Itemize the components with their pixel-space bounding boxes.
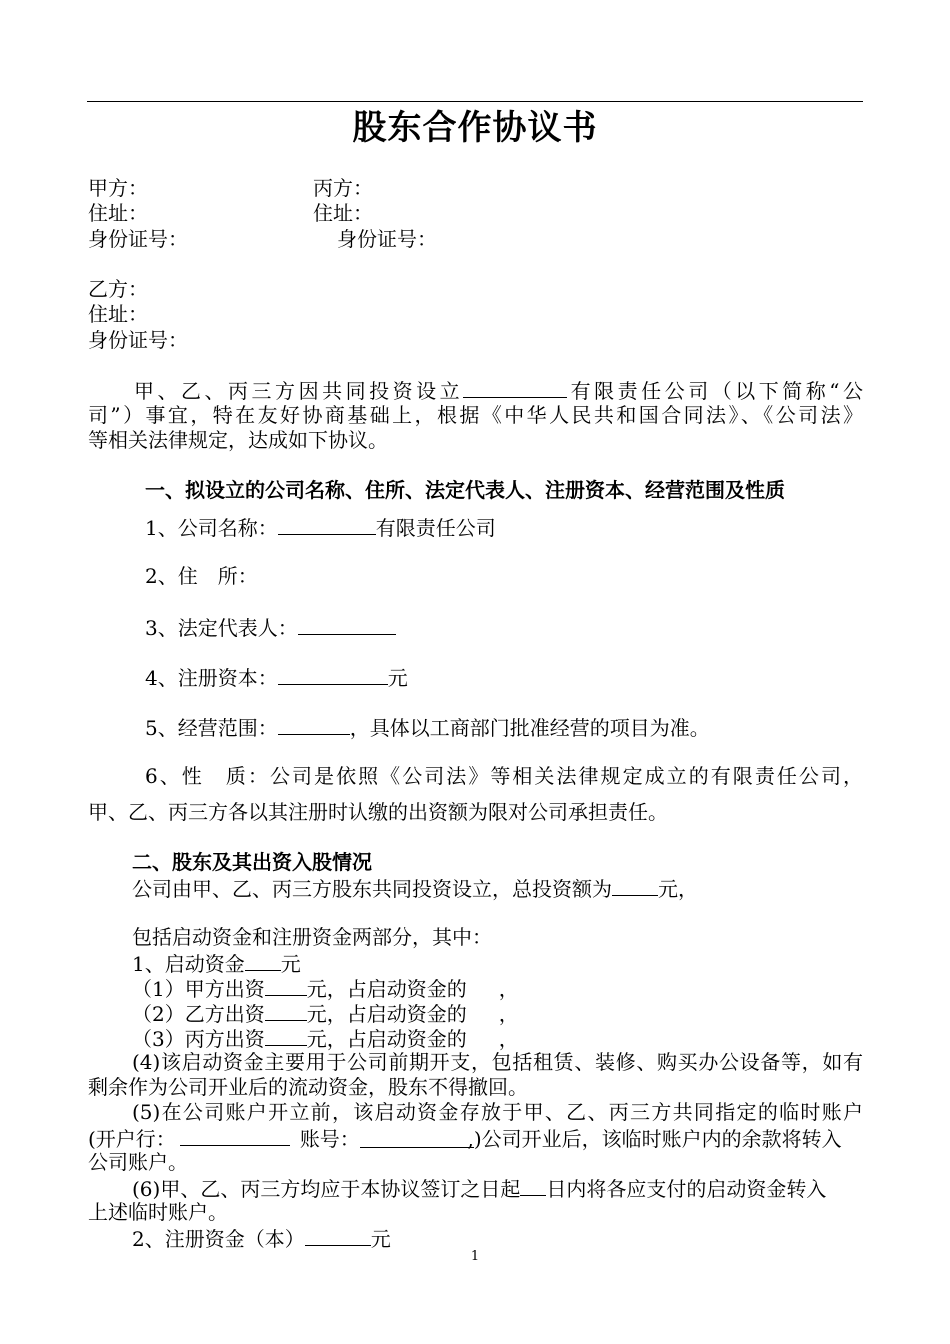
- section-2-p5-line-1: (5)在公司账户开立前，该启动资金存放于甲、乙、丙三方共同指定的临时账户: [132, 1100, 863, 1124]
- party-yi-address-label: 住址：: [88, 302, 148, 326]
- party-yi-id-label: 身份证号：: [88, 328, 188, 352]
- party-jia-label: 甲方：: [88, 176, 148, 200]
- section-1-item-2: 2、住 所：: [145, 564, 258, 588]
- item-1-suffix: 有限责任公司: [375, 516, 496, 540]
- company-name-field: [278, 514, 376, 535]
- start-capital-line: [132, 950, 301, 977]
- section-1-item-6-line-1: 6、性 质：公司是依照《公司法》等相关法律规定成立的有限责任公司，: [145, 764, 863, 788]
- section-2-p4-line-1: (4)该启动资金主要用于公司前期开支，包括租赁、装修、购买办公设备等，如有: [132, 1050, 863, 1074]
- party-bing-label: 丙方：: [313, 176, 373, 200]
- p1-text-a: 公司由甲、乙、丙三方股东共同投资设立，总投资额为: [132, 877, 612, 901]
- section-1-item-1: [145, 514, 496, 541]
- item-3-label: 3、法定代表人：: [145, 616, 298, 640]
- bank-field: [180, 1125, 290, 1146]
- intro-text-b: 有限责任公司（以下简称“公: [567, 379, 863, 403]
- section-2-p4-line-2: 剩余作为公司开业后的流动资金，股东不得撤回。: [88, 1075, 528, 1099]
- page-title: 股东合作协议书: [352, 108, 598, 148]
- contribution-bing-label: （3）丙方出资: [132, 1027, 265, 1051]
- bank-label: (开户行：: [88, 1127, 176, 1151]
- party-bing-id-label: 身份证号：: [337, 227, 437, 251]
- header-rule: [87, 101, 863, 102]
- item-4-suffix: 元: [387, 666, 408, 690]
- contribution-yi-field: [265, 1000, 307, 1021]
- party-yi-label: 乙方：: [88, 277, 148, 301]
- registered-capital-amount-field: [305, 1225, 371, 1246]
- item-1-label: 1、公司名称：: [145, 516, 278, 540]
- contribution-yi: [132, 1000, 519, 1027]
- party-jia-address-label: 住址：: [88, 201, 148, 225]
- item-4-label: 4、注册资本：: [145, 666, 278, 690]
- intro-line-3: 等相关法律规定，达成如下协议。: [88, 428, 388, 452]
- party-bing-address-label: 住址：: [313, 201, 373, 225]
- item-5-label: 5、经营范围：: [145, 716, 278, 740]
- p1-text-b: 元，: [658, 877, 698, 901]
- contribution-yi-label: （2）乙方出资: [132, 1002, 265, 1026]
- contribution-bing-text: 元，占启动资金的: [306, 1027, 467, 1051]
- p6-text-a: (6)甲、乙、丙三方均应于本协议签订之日起: [132, 1177, 521, 1201]
- contribution-jia-text: 元，占启动资金的: [306, 977, 467, 1001]
- section-2-p5-line-3: 公司账户。: [88, 1150, 188, 1174]
- section-2-p2: 包括启动资金和注册资金两部分，其中：: [132, 925, 492, 949]
- section-2-p6-line-2: 上述临时账户。: [88, 1200, 228, 1224]
- total-investment-field: [612, 875, 658, 896]
- registered-capital-field: [278, 664, 388, 685]
- contribution-jia-label: （1）甲方出资: [132, 977, 265, 1001]
- contribution-bing-field: [265, 1025, 307, 1046]
- section-2-p5-line-2: [88, 1125, 842, 1152]
- party-jia-id-label: 身份证号：: [88, 227, 188, 251]
- account-comma: ,: [467, 1127, 474, 1151]
- start-capital-label: 1、启动资金: [132, 952, 245, 976]
- start-capital-unit: 元: [280, 952, 301, 976]
- section-1-heading: 一、拟设立的公司名称、住所、法定代表人、注册资本、经营范围及性质: [145, 478, 785, 502]
- contribution-yi-text: 元，占启动资金的: [306, 1002, 467, 1026]
- registered-capital-unit: 元: [370, 1227, 391, 1251]
- intro-text-a: 甲、乙、丙三方因共同投资设立: [134, 379, 464, 403]
- account-field: [360, 1127, 474, 1151]
- contribution-jia-comma: ，: [498, 977, 519, 1001]
- section-1-item-5: [145, 714, 710, 741]
- company-name-blank: [463, 377, 567, 398]
- registered-capital-line: [132, 1225, 391, 1252]
- account-label: 账号：: [299, 1127, 360, 1151]
- section-2-p1: [132, 875, 698, 902]
- section-2-p6-line-1: [132, 1175, 826, 1202]
- section-1-item-3: [145, 614, 396, 641]
- section-1-item-4: [145, 664, 408, 691]
- intro-line-1: [88, 377, 863, 404]
- intro-line-2: 司”）事宜，特在友好协商基础上，根据《中华人民共和国合同法》、《公司法》: [88, 403, 863, 427]
- contribution-yi-comma: ，: [498, 1002, 519, 1026]
- business-scope-field: [278, 714, 350, 735]
- p5-text-d: )公司开业后，该临时账户内的余款将转入: [473, 1127, 842, 1151]
- registered-capital-label: 2、注册资金（本）: [132, 1227, 305, 1251]
- p6-text-b: 日内将各应支付的启动资金转入: [546, 1177, 827, 1201]
- section-1-item-6-line-2: 甲、乙、丙三方各以其注册时认缴的出资额为限对公司承担责任。: [88, 800, 668, 824]
- start-capital-field: [245, 950, 281, 971]
- contribution-jia: [132, 975, 519, 1002]
- contribution-bing: [132, 1025, 519, 1052]
- contribution-jia-field: [265, 975, 307, 996]
- legal-rep-field: [298, 614, 396, 635]
- page-number: 1: [470, 1249, 480, 1264]
- item-5-suffix: ，具体以工商部门批准经营的项目为准。: [349, 716, 710, 740]
- days-field: [520, 1175, 546, 1196]
- section-2-heading: 二、股东及其出资入股情况: [132, 850, 372, 874]
- contribution-bing-comma: ，: [498, 1027, 519, 1051]
